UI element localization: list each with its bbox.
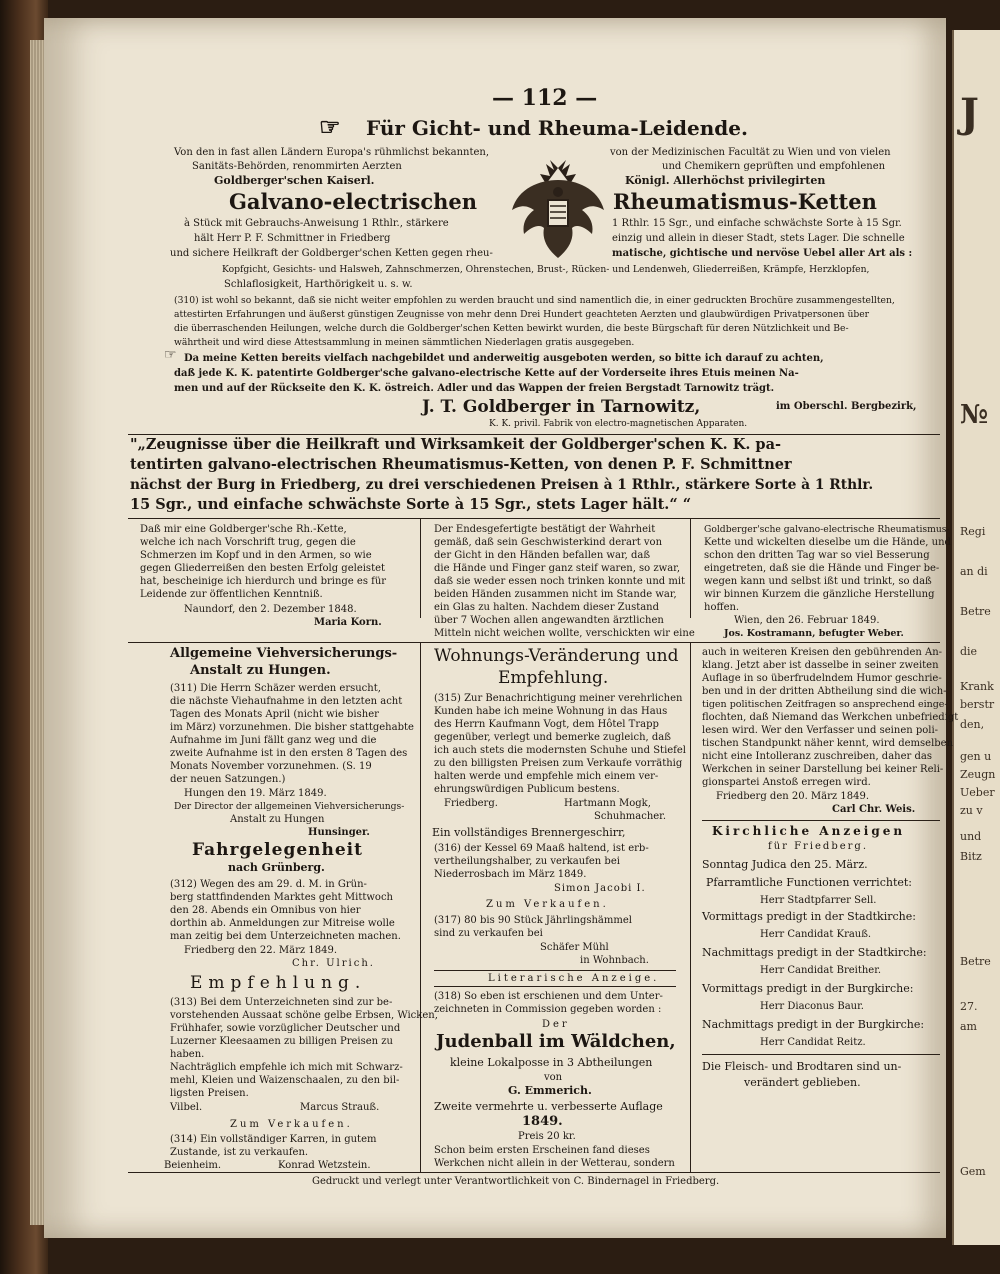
church-service: Nachmittags predigt in der Burgkirche:: [702, 1018, 925, 1031]
church-person: Herr Candidat Krauß.: [760, 929, 872, 940]
book-author: G. Emmerich.: [508, 1084, 592, 1097]
relocation-heading: Wohnungs-Veränderung und: [434, 646, 679, 666]
church-service: Vormittags predigt in der Stadtkirche:: [702, 910, 916, 923]
ad-brand-left: Goldberger'schen Kaiserl.: [214, 174, 375, 187]
facing-fragment: 27.: [960, 1000, 978, 1013]
section-divider: [128, 518, 940, 519]
testimonial-line: Daß mir eine Goldberger'sche Rh.-Kette,: [140, 524, 347, 535]
testimonial-line: Goldberger'sche galvano-electrische Rheumatismus-: [704, 524, 950, 535]
section-divider: [702, 820, 940, 821]
facing-fragment: Bitz: [960, 850, 982, 863]
testimonial-line: eingetreten, daß sie die Hände und Finger be-: [704, 563, 940, 574]
church-service: Vormittags predigt in der Burgkirche:: [702, 982, 914, 995]
notice-line: Tagen des Monats April (nicht wie bisher: [170, 709, 379, 720]
book-price: Preis 20 kr.: [518, 1131, 576, 1142]
ad-price-right: 1 Rthlr. 15 Sgr., und einfache schwächste Sorte à 15 Sgr.: [612, 218, 902, 229]
notice-signature: Simon Jacobi I.: [554, 883, 646, 894]
ad-sub-right: und Chemikern geprüften und empfohlenen: [662, 161, 886, 172]
church-person: Herr Stadtpfarrer Sell.: [760, 895, 877, 906]
column-divider: [420, 518, 421, 618]
notice-line: Kunden habe ich meine Wohnung in das Haus: [434, 706, 668, 717]
facing-fragment: №: [960, 400, 989, 430]
notice-line: den 28. Abends ein Omnibus von hier: [170, 905, 361, 916]
testimonial-line: schon den dritten Tag war so viel Besserung: [704, 550, 930, 561]
insurance-heading: Allgemeine Viehversicherungs-: [170, 646, 398, 661]
facing-fragment: den,: [960, 718, 985, 731]
notice-line: vertheilungshalber, zu verkaufen bei: [434, 856, 620, 867]
testimonial-header-line: "„Zeugnisse über die Heilkraft und Wirksamkeit der Goldberger'schen K. K. pa-: [130, 436, 781, 453]
testimonial-header-line: nächst der Burg in Friedberg, zu drei verschiedenen Preisen à 1 Rthlr., stärkere Sorte à 1 Rthlr.: [130, 477, 874, 493]
column-divider: [690, 518, 691, 618]
ad-line-c: Schlaflosigkeit, Harthörigkeit u. s. w.: [224, 279, 413, 290]
testimonial-line: die Hände und Finger ganz steif waren, so zwar,: [434, 563, 681, 574]
notice-line: Aufnahme im Juni fällt ganz weg und die: [170, 735, 377, 746]
notice-signature: Anstalt zu Hungen: [230, 814, 325, 825]
notice-line: ich auch stets die modernsten Schuhe und Stiefel: [434, 745, 686, 756]
ad-brand-right: Königl. Allerhöchst privilegirten: [625, 174, 826, 187]
notice-signature: Der Director der allgemeinen Viehversicherungs-: [174, 801, 405, 812]
testimonial-line: der Gicht in den Händen befallen war, daß: [434, 550, 651, 561]
notice-line: (312) Wegen des am 29. d. M. in Grün-: [170, 879, 367, 890]
ad-intro-right: von der Medizinischen Facultät zu Wien und von vielen: [610, 147, 891, 158]
notice-signature: Schäfer Mühl: [540, 942, 609, 953]
page-number: — 112 —: [492, 85, 598, 111]
notice-signature: Chr. Ulrich.: [292, 958, 375, 969]
facing-fragment: J: [960, 90, 979, 137]
notice-line: die nächste Viehaufnahme in den letzten acht: [170, 696, 403, 707]
notice-line: Werkchen nicht allein in der Wetterau, sondern: [434, 1158, 675, 1169]
notice-line: man zeitig bei dem Unterzeichneten machen.: [170, 931, 401, 942]
testimonial-place: Wien, den 26. Februar 1849.: [734, 615, 880, 626]
book-year: 1849.: [522, 1114, 563, 1129]
notice-line: des Herrn Kaufmann Vogt, dem Hôtel Trapp: [434, 719, 659, 730]
notice-line: Auflage in so überfrudelndem Humor geschrie-: [702, 673, 942, 684]
church-sunday: Sonntag Judica den 25. März.: [702, 858, 868, 871]
facing-page-fragment: [952, 30, 1000, 1245]
notice-line: mehl, Kleien und Waizenschaalen, zu den bil-: [170, 1075, 400, 1086]
section-divider: [434, 970, 676, 971]
ad-line-b: Kopfgicht, Gesichts- und Halsweh, Zahnschmerzen, Ohrenstechen, Brust-, Rücken- und Lendenweh, Gliederreißen, Krämpfe, Herzklopfen,: [222, 264, 870, 275]
notice-line: ligsten Preisen.: [170, 1088, 249, 1099]
column-divider: [690, 642, 691, 1172]
ad-headline: Für Gicht- und Rheuma-Leidende.: [366, 116, 748, 140]
ad-dealer-right: einzig und allein in dieser Stadt, stets Lager. Die schnelle: [612, 233, 905, 244]
notice-line: (316) der Kessel 69 Maaß haltend, ist erb-: [434, 843, 649, 854]
section-divider: [702, 1054, 940, 1055]
notice-line: klang. Jetzt aber ist dasselbe in seiner zweiten: [702, 660, 939, 671]
notice-line: Nachträglich empfehle ich mich mit Schwarz-: [170, 1062, 403, 1073]
ad-line-a2: matische, gichtische und nervöse Uebel aller Art als :: [612, 248, 913, 259]
facing-fragment: an di: [960, 565, 988, 578]
testimonial-line: Schmerzen im Kopf und in den Armen, so wie: [140, 550, 372, 561]
notice-line: (317) 80 bis 90 Stück Jährlingshämmel: [434, 915, 632, 926]
church-service: Nachmittags predigt in der Stadtkirche:: [702, 946, 927, 959]
book-der: Der: [542, 1019, 570, 1030]
column-divider: [420, 642, 421, 1172]
ad-line-a: und sichere Heilkraft der Goldberger'schen Ketten gegen rheu-: [170, 248, 493, 259]
notice-line: der neuen Satzungen.): [170, 774, 286, 785]
testimonial-header-line: 15 Sgr., und einfache schwächste Sorte à 15 Sgr., stets Lager hält.“ “: [130, 496, 692, 513]
notice-line: lesen wird. Wer den Verfasser und seinen poli-: [702, 725, 939, 736]
ad-intro-left: Von den in fast allen Ländern Europa's rühmlichst bekannten,: [174, 147, 489, 158]
imprint-footer: Gedruckt und verlegt unter Verantwortlichkeit von C. Bindernagel in Friedberg.: [312, 1176, 720, 1187]
notice-line: auch in weiteren Kreisen den gebührenden An-: [702, 647, 943, 658]
facing-fragment: Krank: [960, 680, 994, 693]
testimonial-line: beiden Händen zusammen nicht im Stande war,: [434, 589, 677, 600]
notice-signature: Schuhmacher.: [594, 811, 667, 822]
notice-line: berg stattfindenden Marktes geht Mittwoch: [170, 892, 393, 903]
notice-line: (318) So eben ist erschienen und dem Unter-: [434, 991, 663, 1002]
testimonial-line: gemäß, daß sein Geschwisterkind derart von: [434, 537, 663, 548]
notice-line: Luzerner Kleesaamen zu billigen Preisen zu: [170, 1036, 393, 1047]
notice-line: dorthin ab. Anmeldungen zur Mitreise wolle: [170, 918, 395, 929]
testimonial-line: hoffen.: [704, 602, 740, 613]
ad-signature: J. T. Goldberger in Tarnowitz,: [422, 397, 701, 417]
notice-signature: in Wohnbach.: [580, 955, 649, 966]
notice-place: Beienheim.: [164, 1160, 222, 1171]
notice-line: (313) Bei dem Unterzeichneten sind zur be-: [170, 997, 393, 1008]
section-divider: [434, 986, 676, 987]
notice-date: Hungen den 19. März 1849.: [184, 788, 327, 799]
ad-signature-sub: K. K. privil. Fabrik von electro-magnetischen Apparaten.: [489, 419, 748, 429]
testimonial-line: über 7 Wochen allen angewandten ärztlichen: [434, 615, 664, 626]
testimonial-line: ein Glas zu halten. Nachdem dieser Zustand: [434, 602, 660, 613]
book-von: von: [544, 1072, 563, 1083]
book-edition: Zweite vermehrte u. verbesserte Auflage: [434, 1100, 663, 1113]
sale-heading: Zum Verkaufen.: [230, 1119, 353, 1130]
notice-line: Schon beim ersten Erscheinen fand dieses: [434, 1145, 650, 1156]
testimonial-header-line: tentirten galvano-electrischen Rheumatismus-Ketten, von denen P. F. Schmittner: [130, 456, 792, 473]
ad-product-left: Galvano-electrischen: [229, 189, 478, 214]
transport-heading: Fahrgelegenheit: [192, 840, 363, 860]
testimonial-line: Leidende zur öffentlichen Kenntniß.: [140, 589, 323, 600]
ad-body-line: (310) ist wohl so bekannt, daß sie nicht weiter empfohlen zu werden braucht und sind namentlich die, in einer gedruckten Brochüre zusammengestellten,: [174, 295, 895, 306]
testimonial-place: Naundorf, den 2. Dezember 1848.: [184, 604, 357, 615]
notice-line: (315) Zur Benachrichtigung meiner verehrlichen: [434, 693, 683, 704]
facing-fragment: Betre: [960, 605, 991, 618]
notice-line: zweite Aufnahme ist in den ersten 8 Tagen des: [170, 748, 408, 759]
notice-line: zu den billigsten Preisen zum Verkaufe vorräthig: [434, 758, 683, 769]
notice-line: im März) vorzunehmen. Die bisher stattgehabte: [170, 722, 414, 733]
pointing-hand-icon: ☞: [164, 347, 177, 363]
facing-fragment: Gem: [960, 1165, 986, 1178]
church-functions: Pfarramtliche Functionen verrichtet:: [706, 876, 913, 889]
book-title: Judenball im Wäldchen,: [436, 1031, 676, 1052]
pointing-hand-icon: ☞: [319, 112, 341, 141]
ad-body-line: attestirten Erfahrungen und äußerst günstigen Zeugnisse von mehr denn Drei Hundert geachteten Aerzten und glaubwürdigen Privatpersonen über: [174, 309, 870, 320]
testimonial-name: Maria Korn.: [314, 617, 382, 628]
church-person: Herr Candidat Breither.: [760, 965, 882, 976]
section-divider: [128, 1172, 940, 1173]
notice-line: ehrungswürdigen Publicum bestens.: [434, 784, 620, 795]
testimonial-line: gegen Gliederreißen den besten Erfolg geleistet: [140, 563, 386, 574]
facing-fragment: die: [960, 645, 978, 658]
notice-line: tischen Standpunkt näher kennt, wird demselben: [702, 738, 954, 749]
notice-signature: Konrad Wetzstein.: [278, 1160, 371, 1171]
ad-sub-left: Sanitäts-Behörden, renommirten Aerzten: [192, 161, 402, 172]
notice-line: (311) Die Herrn Schäzer werden ersucht,: [170, 683, 381, 694]
notice-place: Vilbel.: [170, 1102, 203, 1113]
notice-line: Werkchen in seiner Darstellung bei keiner Reli-: [702, 764, 944, 775]
notice-line: gegenüber, verlegt und bemerke zugleich, daß: [434, 732, 671, 743]
notice-place: Friedberg.: [444, 798, 498, 809]
testimonial-line: Der Endesgefertigte bestätigt der Wahrheit: [434, 524, 656, 535]
ad-warning-line: men und auf der Rückseite den K. K. östreich. Adler und das Wappen der freien Bergstadt Tarnowitz trägt.: [174, 383, 775, 394]
testimonial-line: wir binnen Kurzem die gänzliche Herstellung: [704, 589, 935, 600]
notice-signature: Marcus Strauß.: [300, 1102, 380, 1113]
testimonial-name: Jos. Kostramann, befugter Weber.: [724, 628, 904, 639]
ad-warning-line: Da meine Ketten bereits vielfach nachgebildet und anderweitig ausgeboten werden, so bitte ich darauf zu achten,: [184, 353, 824, 364]
notice-line: flochten, daß Niemand das Werkchen unbefriedigt: [702, 712, 959, 723]
notice-line: gionspartei Anstoß erregen wird.: [702, 777, 871, 788]
church-person: Herr Diaconus Baur.: [760, 1001, 864, 1012]
facing-fragment: und: [960, 830, 982, 843]
insurance-heading: Anstalt zu Hungen.: [190, 663, 331, 678]
relocation-heading: Empfehlung.: [498, 668, 609, 688]
church-heading: Kirchliche Anzeigen: [712, 824, 906, 838]
bread-notice-line: Die Fleisch- und Brodtaren sind un-: [702, 1060, 902, 1073]
facing-fragment: berstr: [960, 698, 995, 711]
notice-line: nicht eine Intolleranz zuschreiben, daher das: [702, 751, 932, 762]
notice-signature: Hunsinger.: [308, 827, 370, 838]
ad-signature-location: im Oberschl. Bergbezirk,: [776, 401, 917, 412]
ad-dealer-left: hält Herr P. F. Schmittner in Friedberg: [194, 233, 391, 244]
transport-heading: nach Grünberg.: [228, 861, 325, 874]
notice-date: Friedberg den 20. März 1849.: [716, 791, 869, 802]
facing-fragment: Regi: [960, 525, 986, 538]
facing-fragment: Betre: [960, 955, 991, 968]
church-heading-place: für Friedberg.: [768, 841, 869, 852]
ad-body-line: währtheit und wird diese Attestsammlung in meinen sämmtlichen Niederlagen gratis ausgegeben.: [174, 337, 635, 348]
notice-date: Friedberg den 22. März 1849.: [184, 945, 337, 956]
book-subtitle: kleine Lokalposse in 3 Abtheilungen: [450, 1056, 653, 1069]
facing-fragment: am: [960, 1020, 977, 1033]
notice-signature: Hartmann Mogk,: [564, 798, 651, 809]
newspaper-page: [44, 18, 959, 1238]
ad-warning-line: daß jede K. K. patentirte Goldberger'sche galvano-electrische Kette auf der Vorderseite ihres Etuis meinen Na-: [174, 368, 799, 379]
notice-line: sind zu verkaufen bei: [434, 928, 543, 939]
notice-line: tigen politischen Zeitfragen so ansprechend einge-: [702, 699, 948, 710]
testimonial-line: Kette und wickelten dieselbe um die Hände, und: [704, 537, 951, 548]
ad-product-right: Rheumatismus-Ketten: [613, 189, 877, 214]
notice-line: zeichneten in Commission gegeben worden :: [434, 1004, 662, 1015]
church-person: Herr Candidat Reitz.: [760, 1037, 866, 1048]
notice-line: (314) Ein vollständiger Karren, in gutem: [170, 1134, 377, 1145]
testimonial-line: daß sie weder essen noch trinken konnte und mit: [434, 576, 686, 587]
facing-fragment: Zeugn: [960, 768, 996, 781]
notice-line: Monats November vorzunehmen. (S. 19: [170, 761, 372, 772]
recommendation-heading: Empfehlung.: [190, 973, 367, 993]
notice-signature: Carl Chr. Weis.: [832, 804, 916, 815]
facing-fragment: Ueber: [960, 786, 995, 799]
notice-line: ben und in der dritten Abtheilung sind die wich-: [702, 686, 947, 697]
testimonial-line: wegen kann und selbst ißt und trinkt, so daß: [704, 576, 932, 587]
facing-fragment: gen u: [960, 750, 992, 763]
testimonial-line: welche ich nach Vorschrift trug, gegen die: [140, 537, 356, 548]
section-divider: [128, 642, 940, 643]
notice-line: halten werde und empfehle mich einem ver-: [434, 771, 659, 782]
notice-line: Frühhafer, sowie vorzüglicher Deutscher und: [170, 1023, 401, 1034]
facing-fragment: zu v: [960, 804, 983, 817]
notice-line: vorstehenden Aussaat schöne gelbe Erbsen, Wicken,: [170, 1010, 438, 1021]
literary-heading: Literarische Anzeige.: [488, 973, 660, 984]
sale-heading: Ein vollständiges Brennergeschirr,: [432, 826, 626, 839]
ad-price-left: à Stück mit Gebrauchs-Anweisung 1 Rthlr., stärkere: [184, 218, 449, 229]
imperial-eagle-emblem-icon: [510, 158, 606, 262]
sale-heading: Zum Verkaufen.: [486, 899, 609, 910]
bread-notice-line: verändert geblieben.: [744, 1076, 861, 1089]
ad-body-line: die überraschenden Heilungen, welche durch die Goldberger'schen Ketten bewirkt wurden, die beste Bürgschaft für deren Nützlichkeit und Be-: [174, 323, 849, 334]
notice-line: Zustande, ist zu verkaufen.: [170, 1147, 309, 1158]
section-divider: [128, 434, 940, 435]
notice-line: Niederrosbach im März 1849.: [434, 869, 587, 880]
testimonial-line: Mitteln nicht weichen wollte, verschickten wir eine: [434, 628, 695, 639]
notice-line: haben.: [170, 1049, 205, 1060]
testimonial-line: hat, bescheinige ich hierdurch und bringe es für: [140, 576, 387, 587]
